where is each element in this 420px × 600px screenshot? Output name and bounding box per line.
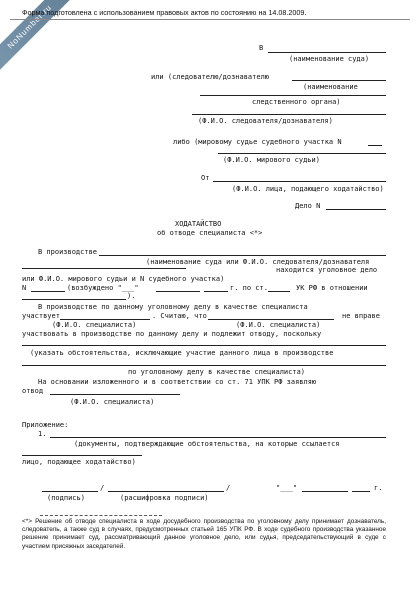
case-label: Дело N	[295, 202, 321, 210]
proceeding-line	[99, 255, 386, 256]
footnote-divider	[40, 515, 162, 516]
header-divider	[10, 19, 410, 20]
applicant-line	[213, 181, 386, 182]
judge-number-line	[368, 145, 382, 146]
signature-hint: (подпись)	[47, 494, 85, 502]
case-no-line	[31, 291, 65, 292]
watermark-ribbon: NoNumber.ru	[0, 0, 86, 83]
body-line-6: В производстве по данному уголовному делу в качестве специалиста	[38, 303, 308, 311]
applicant-hint: (Ф.И.О. лица, подающего ходатайство)	[232, 185, 384, 193]
body-line-4a: N	[22, 284, 27, 292]
body-line-7a: участвует	[22, 312, 60, 320]
body-line-1a: В производстве	[38, 248, 98, 256]
court-line	[268, 52, 386, 53]
form-header: Форма подготовлена с использованием правовых актов по состоянию на 14.08.2009.	[22, 8, 307, 17]
attachment-item-1: 1.	[38, 430, 47, 438]
body-line-4c: г. по ст.	[230, 284, 268, 292]
body-line-1b: (наименование суда или Ф.И.О. следователя/дознавателя	[146, 258, 370, 266]
signature-line	[42, 491, 98, 492]
attachments-label: Приложение:	[22, 421, 69, 429]
body-line-7c: не вправе	[342, 312, 380, 320]
date-year-line	[352, 491, 370, 492]
investigator-hint: (наименование	[303, 83, 358, 91]
document-title: ХОДАТАЙСТВО	[175, 220, 222, 228]
body-line-7b: . Считаю, что	[152, 312, 207, 320]
organ-hint: следственного органа)	[252, 98, 341, 106]
challenge-specialist-hint: (Ф.И.О. специалиста)	[70, 398, 155, 406]
challenge-specialist-line	[50, 394, 180, 395]
document-subtitle: об отводе специалиста <*>	[157, 229, 263, 237]
signature-slash-2: /	[226, 484, 231, 492]
body-line-5: ).	[127, 292, 136, 300]
article-line	[268, 291, 290, 292]
reasons-hint-2: по уголовному делу в качестве специалиста)	[128, 368, 306, 376]
body-line-4b: (возбуждено "___"	[67, 284, 139, 292]
investigator-fio-line	[192, 114, 386, 115]
reasons-line-2	[22, 365, 386, 366]
to-label: В	[259, 44, 264, 52]
case-number-line	[326, 209, 386, 210]
date-year-label: г.	[374, 484, 383, 492]
specialist-line-1	[60, 319, 150, 320]
organ-line	[200, 95, 386, 96]
opened-year-line	[204, 291, 228, 292]
reasons-line	[22, 345, 386, 346]
investigator-fio-hint: (Ф.И.О. следователя/дознавателя)	[198, 117, 333, 125]
investigator-line	[292, 80, 386, 81]
body-line-12: На основании изложенного и в соответствии со ст. 71 УПК РФ заявляю	[38, 378, 317, 386]
reasons-hint: (указать обстоятельства, исключающие участие данного лица в производстве	[30, 349, 334, 357]
opened-date-line	[156, 291, 200, 292]
specialist-line-2	[208, 319, 334, 320]
date-day: "___"	[276, 484, 298, 492]
footnote: <*> Решение об отводе специалиста в ходе досудебного производства по уголовному делу принимает дознаватель, следователь, а также суд в случаях, предусмотренных статьей 165 УПК РФ. В ходе судебного производства указанное решение принимает суд, рассматривающий данное уголовное дело, или судья, председательствующий в суде с участием присяжных заседателей.	[22, 518, 386, 550]
specialist-hint-1: (Ф.И.О. специалиста)	[52, 321, 137, 329]
decode-line	[108, 491, 224, 492]
attachment-line	[50, 437, 386, 438]
judge-prefix: либо (мировому судье судебного участка N	[173, 138, 342, 146]
body-line-3: или Ф.И.О. мирового судьи и N судебного участка)	[22, 275, 225, 283]
specialist-hint-2: (Ф.И.О. специалиста)	[236, 321, 321, 329]
attachment-hint-2: лицо, подающее ходатайство)	[22, 458, 136, 466]
court-hint: (наименование суда)	[289, 55, 370, 63]
investigator-prefix: или (следователю/дознавателю	[151, 73, 270, 81]
signature-slash: /	[100, 484, 105, 492]
attachment-line-2	[22, 455, 142, 456]
body-line-9: участвовать в производстве по данному делу и подлежит отводу, поскольку	[22, 330, 322, 338]
body-line-4d: УК РФ в отношении	[296, 284, 368, 292]
proceeding-line-2	[22, 268, 186, 269]
date-month-line	[302, 491, 348, 492]
judge-fio-line	[218, 153, 386, 154]
from-label: От	[201, 174, 210, 182]
judge-fio-hint: (Ф.И.О. мирового судьи)	[223, 156, 320, 164]
accused-line	[22, 299, 126, 300]
body-line-2: находится уголовное дело	[276, 266, 378, 274]
attachment-hint: (документы, подтверждающие обстоятельства, на которые ссылается	[74, 440, 340, 448]
body-line-13: отвод	[22, 387, 44, 395]
decode-hint: (расшифровка подписи)	[120, 494, 209, 502]
